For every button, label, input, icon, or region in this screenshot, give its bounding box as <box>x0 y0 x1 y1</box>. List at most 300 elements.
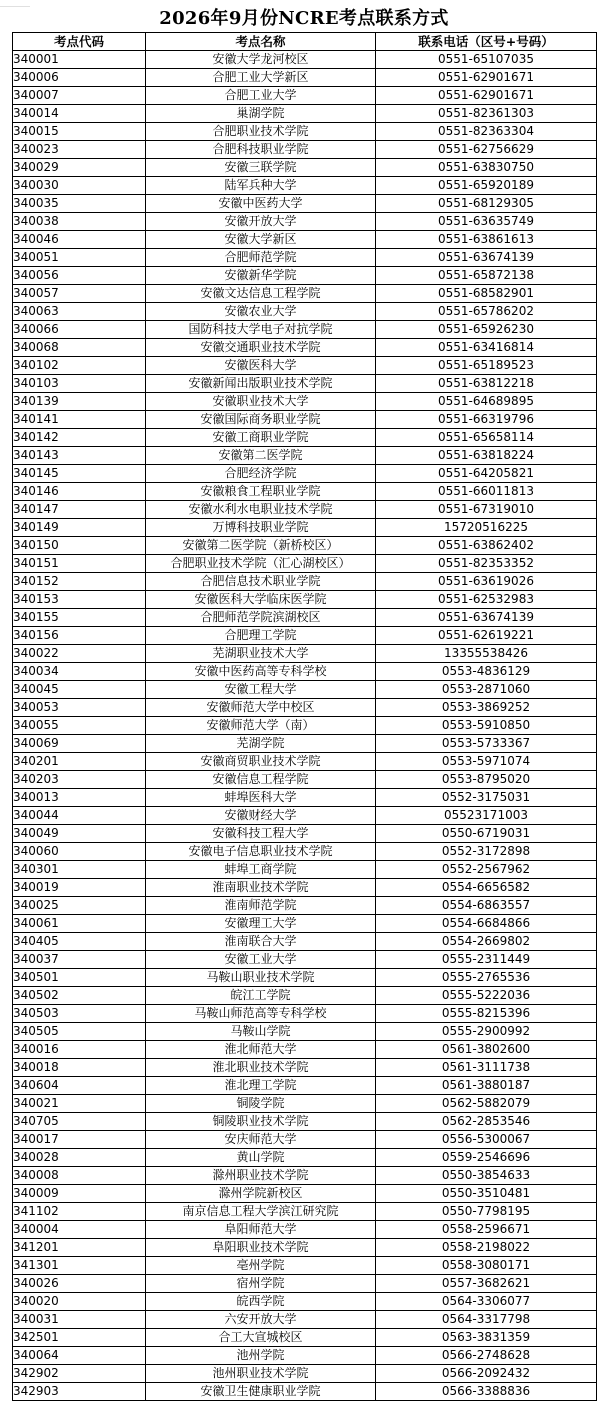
table-row <box>13 681 597 699</box>
site-phone-cell: 0551-62532983 <box>376 591 597 609</box>
site-phone-cell: 0553-5733367 <box>376 735 597 753</box>
site-name-cell: 安徽信息工程学院 <box>146 771 376 789</box>
table-row <box>13 321 597 339</box>
site-code-cell: 340061 <box>13 915 146 933</box>
site-name-cell: 合肥职业技术学院 <box>146 123 376 141</box>
site-name-cell: 淮北理工学院 <box>146 1077 376 1095</box>
site-phone-cell: 0550-6719031 <box>376 825 597 843</box>
site-phone-cell: 0551-63862402 <box>376 537 597 555</box>
table-row <box>13 141 597 159</box>
site-name-cell: 池州职业技术学院 <box>146 1365 376 1383</box>
site-phone-cell: 0551-65658114 <box>376 429 597 447</box>
table-row <box>13 501 597 519</box>
table-row <box>13 1059 597 1077</box>
site-code-cell: 340035 <box>13 195 146 213</box>
site-name-cell: 蚌埠医科大学 <box>146 789 376 807</box>
table-row <box>13 267 597 285</box>
table-row <box>13 465 597 483</box>
table-row <box>13 645 597 663</box>
site-phone-cell: 0562-5882079 <box>376 1095 597 1113</box>
site-phone-cell: 05523171003 <box>376 807 597 825</box>
site-phone-cell: 0551-63818224 <box>376 447 597 465</box>
site-phone-cell: 0554-2669802 <box>376 933 597 951</box>
site-name-cell: 铜陵职业技术学院 <box>146 1113 376 1131</box>
table-row <box>13 1077 597 1095</box>
site-code-cell: 340015 <box>13 123 146 141</box>
table-row <box>13 105 597 123</box>
table-row <box>13 1023 597 1041</box>
site-name-cell: 马鞍山职业技术学院 <box>146 969 376 987</box>
table-row <box>13 915 597 933</box>
site-name-cell: 安徽粮食工程职业学院 <box>146 483 376 501</box>
table-row <box>13 861 597 879</box>
site-name-cell: 黄山学院 <box>146 1149 376 1167</box>
site-code-cell: 340151 <box>13 555 146 573</box>
site-name-cell: 合肥科技职业学院 <box>146 141 376 159</box>
site-name-cell: 安徽大学新区 <box>146 231 376 249</box>
site-name-cell: 安徽中医药大学 <box>146 195 376 213</box>
table-row <box>13 375 597 393</box>
site-code-cell: 340153 <box>13 591 146 609</box>
site-phone-cell: 0555-5222036 <box>376 987 597 1005</box>
site-code-cell: 340051 <box>13 249 146 267</box>
site-code-cell: 340102 <box>13 357 146 375</box>
table-row <box>13 51 597 69</box>
site-code-cell: 340025 <box>13 897 146 915</box>
table-row <box>13 339 597 357</box>
site-code-cell: 340147 <box>13 501 146 519</box>
site-name-cell: 安徽农业大学 <box>146 303 376 321</box>
site-name-cell: 安徽工程大学 <box>146 681 376 699</box>
site-phone-cell: 0551-63861613 <box>376 231 597 249</box>
exam-site-table <box>12 32 597 1401</box>
site-name-cell: 安徽师范大学中校区 <box>146 699 376 717</box>
site-code-cell: 340029 <box>13 159 146 177</box>
site-phone-cell: 0553-3869252 <box>376 699 597 717</box>
site-code-cell: 340026 <box>13 1275 146 1293</box>
site-phone-cell: 0557-3682621 <box>376 1275 597 1293</box>
site-code-cell: 340014 <box>13 105 146 123</box>
site-name-cell: 淮北师范大学 <box>146 1041 376 1059</box>
site-name-cell: 合肥经济学院 <box>146 465 376 483</box>
site-phone-cell: 0551-63674139 <box>376 249 597 267</box>
site-code-cell: 341301 <box>13 1257 146 1275</box>
site-code-cell: 340017 <box>13 1131 146 1149</box>
site-code-cell: 340139 <box>13 393 146 411</box>
site-code-cell: 340019 <box>13 879 146 897</box>
table-row <box>13 663 597 681</box>
site-code-cell: 340705 <box>13 1113 146 1131</box>
site-code-cell: 340069 <box>13 735 146 753</box>
site-phone-cell: 0563-3831359 <box>376 1329 597 1347</box>
table-row <box>13 447 597 465</box>
site-code-cell: 340008 <box>13 1167 146 1185</box>
site-phone-cell: 0553-8795020 <box>376 771 597 789</box>
site-code-cell: 340152 <box>13 573 146 591</box>
table-row <box>13 1347 597 1365</box>
site-code-cell: 340021 <box>13 1095 146 1113</box>
site-code-cell: 341102 <box>13 1203 146 1221</box>
site-phone-cell: 13355538426 <box>376 645 597 663</box>
site-name-cell: 安徽医科大学 <box>146 357 376 375</box>
table-row <box>13 1149 597 1167</box>
table-row <box>13 951 597 969</box>
site-code-cell: 340201 <box>13 753 146 771</box>
site-code-cell: 342501 <box>13 1329 146 1347</box>
site-code-cell: 340103 <box>13 375 146 393</box>
site-phone-cell: 0555-2311449 <box>376 951 597 969</box>
site-phone-cell: 0552-3172898 <box>376 843 597 861</box>
site-code-cell: 340145 <box>13 465 146 483</box>
site-code-cell: 340055 <box>13 717 146 735</box>
site-name-cell: 安徽理工大学 <box>146 915 376 933</box>
table-row <box>13 1221 597 1239</box>
site-name-cell: 芜湖职业技术大学 <box>146 645 376 663</box>
site-code-cell: 340023 <box>13 141 146 159</box>
table-row <box>13 789 597 807</box>
site-code-cell: 340031 <box>13 1311 146 1329</box>
site-phone-cell: 0551-68129305 <box>376 195 597 213</box>
site-name-cell: 安徽职业技术大学 <box>146 393 376 411</box>
site-name-cell: 淮南联合大学 <box>146 933 376 951</box>
site-name-cell: 合肥工业大学新区 <box>146 69 376 87</box>
table-row <box>13 591 597 609</box>
site-code-cell: 340013 <box>13 789 146 807</box>
site-name-cell: 阜阳师范大学 <box>146 1221 376 1239</box>
site-code-cell: 340001 <box>13 51 146 69</box>
table-row <box>13 1239 597 1257</box>
site-phone-cell: 0551-63830750 <box>376 159 597 177</box>
site-code-cell: 340142 <box>13 429 146 447</box>
site-phone-cell: 0564-3317798 <box>376 1311 597 1329</box>
site-phone-cell: 15720516225 <box>376 519 597 537</box>
table-row <box>13 753 597 771</box>
site-phone-cell: 0551-63812218 <box>376 375 597 393</box>
site-phone-cell: 0555-2765536 <box>376 969 597 987</box>
site-phone-cell: 0551-62619221 <box>376 627 597 645</box>
site-name-cell: 安徽交通职业技术学院 <box>146 339 376 357</box>
site-name-cell: 六安开放大学 <box>146 1311 376 1329</box>
site-code-cell: 340053 <box>13 699 146 717</box>
site-name-cell: 国防科技大学电子对抗学院 <box>146 321 376 339</box>
site-code-cell: 340604 <box>13 1077 146 1095</box>
table-body <box>13 51 597 1401</box>
table-row <box>13 609 597 627</box>
table-row <box>13 933 597 951</box>
site-code-cell: 340034 <box>13 663 146 681</box>
site-code-cell: 340301 <box>13 861 146 879</box>
site-code-cell: 340007 <box>13 87 146 105</box>
site-name-cell: 安徽水利水电职业技术学院 <box>146 501 376 519</box>
table-row <box>13 393 597 411</box>
site-code-cell: 340141 <box>13 411 146 429</box>
site-phone-cell: 0562-2853546 <box>376 1113 597 1131</box>
site-phone-cell: 0551-68582901 <box>376 285 597 303</box>
site-code-cell: 340037 <box>13 951 146 969</box>
site-code-cell: 340143 <box>13 447 146 465</box>
site-phone-cell: 0555-8215396 <box>376 1005 597 1023</box>
table-row <box>13 1293 597 1311</box>
header-name: 考点名称 <box>146 33 376 51</box>
site-code-cell: 342902 <box>13 1365 146 1383</box>
site-code-cell: 340045 <box>13 681 146 699</box>
site-code-cell: 340006 <box>13 69 146 87</box>
table-row <box>13 825 597 843</box>
site-phone-cell: 0551-82361303 <box>376 105 597 123</box>
table-row <box>13 1185 597 1203</box>
table-row <box>13 1113 597 1131</box>
table-row <box>13 483 597 501</box>
site-code-cell: 340155 <box>13 609 146 627</box>
site-phone-cell: 0551-65189523 <box>376 357 597 375</box>
site-name-cell: 皖西学院 <box>146 1293 376 1311</box>
site-code-cell: 340057 <box>13 285 146 303</box>
site-name-cell: 合肥信息技术职业学院 <box>146 573 376 591</box>
site-phone-cell: 0554-6656582 <box>376 879 597 897</box>
site-code-cell: 340030 <box>13 177 146 195</box>
site-code-cell: 340018 <box>13 1059 146 1077</box>
site-phone-cell: 0555-2900992 <box>376 1023 597 1041</box>
site-name-cell: 合肥师范学院 <box>146 249 376 267</box>
table-row <box>13 177 597 195</box>
table-row <box>13 555 597 573</box>
site-name-cell: 安徽国际商务职业学院 <box>146 411 376 429</box>
site-name-cell: 滁州职业技术学院 <box>146 1167 376 1185</box>
site-name-cell: 安徽三联学院 <box>146 159 376 177</box>
site-name-cell: 安徽师范大学（南） <box>146 717 376 735</box>
table-row <box>13 1005 597 1023</box>
header-phone: 联系电话（区号+号码） <box>376 33 597 51</box>
site-phone-cell: 0551-82353352 <box>376 555 597 573</box>
site-phone-cell: 0553-5910850 <box>376 717 597 735</box>
table-row <box>13 1311 597 1329</box>
table-row <box>13 771 597 789</box>
table-row <box>13 897 597 915</box>
site-phone-cell: 0551-65786202 <box>376 303 597 321</box>
table-row <box>13 987 597 1005</box>
site-name-cell: 马鞍山学院 <box>146 1023 376 1041</box>
table-row <box>13 1329 597 1347</box>
site-phone-cell: 0551-62901671 <box>376 69 597 87</box>
site-code-cell: 340044 <box>13 807 146 825</box>
table-row <box>13 411 597 429</box>
table-row <box>13 87 597 105</box>
site-name-cell: 马鞍山师范高等专科学校 <box>146 1005 376 1023</box>
site-phone-cell: 0551-63674139 <box>376 609 597 627</box>
site-code-cell: 340009 <box>13 1185 146 1203</box>
site-phone-cell: 0566-3388836 <box>376 1383 597 1401</box>
table-row <box>13 573 597 591</box>
site-phone-cell: 0551-66011813 <box>376 483 597 501</box>
site-code-cell: 340016 <box>13 1041 146 1059</box>
table-row <box>13 1131 597 1149</box>
table-row <box>13 843 597 861</box>
site-code-cell: 340501 <box>13 969 146 987</box>
site-phone-cell: 0552-3175031 <box>376 789 597 807</box>
site-name-cell: 安徽电子信息职业技术学院 <box>146 843 376 861</box>
site-code-cell: 340146 <box>13 483 146 501</box>
table-row <box>13 231 597 249</box>
site-name-cell: 南京信息工程大学滨江研究院 <box>146 1203 376 1221</box>
site-name-cell: 淮南职业技术学院 <box>146 879 376 897</box>
site-phone-cell: 0551-63619026 <box>376 573 597 591</box>
site-name-cell: 亳州学院 <box>146 1257 376 1275</box>
site-phone-cell: 0551-67319010 <box>376 501 597 519</box>
site-name-cell: 安徽卫生健康职业学院 <box>146 1383 376 1401</box>
site-name-cell: 安徽工业大学 <box>146 951 376 969</box>
site-phone-cell: 0561-3802600 <box>376 1041 597 1059</box>
table-row <box>13 519 597 537</box>
site-name-cell: 合肥理工学院 <box>146 627 376 645</box>
site-name-cell: 陆军兵种大学 <box>146 177 376 195</box>
site-name-cell: 巢湖学院 <box>146 105 376 123</box>
site-phone-cell: 0566-2748628 <box>376 1347 597 1365</box>
header-code: 考点代码 <box>13 33 146 51</box>
site-phone-cell: 0551-65107035 <box>376 51 597 69</box>
site-name-cell: 安庆师范大学 <box>146 1131 376 1149</box>
site-phone-cell: 0561-3111738 <box>376 1059 597 1077</box>
site-phone-cell: 0550-7798195 <box>376 1203 597 1221</box>
site-code-cell: 340038 <box>13 213 146 231</box>
site-name-cell: 安徽大学龙河校区 <box>146 51 376 69</box>
table-row <box>13 357 597 375</box>
site-phone-cell: 0558-2596671 <box>376 1221 597 1239</box>
site-code-cell: 340056 <box>13 267 146 285</box>
site-phone-cell: 0566-2092432 <box>376 1365 597 1383</box>
site-name-cell: 安徽财经大学 <box>146 807 376 825</box>
site-code-cell: 340064 <box>13 1347 146 1365</box>
site-name-cell: 安徽医科大学临床医学院 <box>146 591 376 609</box>
site-code-cell: 341201 <box>13 1239 146 1257</box>
table-row <box>13 213 597 231</box>
table-row <box>13 717 597 735</box>
site-code-cell: 340020 <box>13 1293 146 1311</box>
table-row <box>13 249 597 267</box>
table-row <box>13 69 597 87</box>
site-phone-cell: 0559-2546696 <box>376 1149 597 1167</box>
table-row <box>13 1383 597 1401</box>
site-code-cell: 340046 <box>13 231 146 249</box>
site-code-cell: 340505 <box>13 1023 146 1041</box>
table-row <box>13 879 597 897</box>
page-title: 2026年9月份NCRE考点联系方式 <box>159 8 449 29</box>
site-code-cell: 340502 <box>13 987 146 1005</box>
site-phone-cell: 0556-5300067 <box>376 1131 597 1149</box>
site-phone-cell: 0551-65872138 <box>376 267 597 285</box>
site-code-cell: 340405 <box>13 933 146 951</box>
table-row <box>13 1203 597 1221</box>
site-phone-cell: 0551-64689895 <box>376 393 597 411</box>
site-name-cell: 安徽文达信息工程学院 <box>146 285 376 303</box>
table-row <box>13 1041 597 1059</box>
site-code-cell: 340203 <box>13 771 146 789</box>
site-code-cell: 340156 <box>13 627 146 645</box>
site-code-cell: 340150 <box>13 537 146 555</box>
table-row <box>13 1365 597 1383</box>
site-name-cell: 滁州学院新校区 <box>146 1185 376 1203</box>
site-phone-cell: 0551-65926230 <box>376 321 597 339</box>
site-name-cell: 铜陵学院 <box>146 1095 376 1113</box>
site-phone-cell: 0552-2567962 <box>376 861 597 879</box>
site-code-cell: 340028 <box>13 1149 146 1167</box>
site-code-cell: 340068 <box>13 339 146 357</box>
site-phone-cell: 0554-6684866 <box>376 915 597 933</box>
site-phone-cell: 0551-62901671 <box>376 87 597 105</box>
site-phone-cell: 0551-63635749 <box>376 213 597 231</box>
site-name-cell: 安徽开放大学 <box>146 213 376 231</box>
table-row <box>13 285 597 303</box>
site-phone-cell: 0561-3880187 <box>376 1077 597 1095</box>
site-name-cell: 安徽新华学院 <box>146 267 376 285</box>
site-phone-cell: 0553-5971074 <box>376 753 597 771</box>
table-row <box>13 735 597 753</box>
table-row <box>13 429 597 447</box>
site-name-cell: 宿州学院 <box>146 1275 376 1293</box>
site-name-cell: 安徽新闻出版职业技术学院 <box>146 375 376 393</box>
table-row <box>13 195 597 213</box>
table-row <box>13 537 597 555</box>
site-phone-cell: 0558-3080171 <box>376 1257 597 1275</box>
site-code-cell: 340049 <box>13 825 146 843</box>
site-name-cell: 芜湖学院 <box>146 735 376 753</box>
site-phone-cell: 0551-63416814 <box>376 339 597 357</box>
site-name-cell: 安徽工商职业学院 <box>146 429 376 447</box>
table-row <box>13 699 597 717</box>
site-phone-cell: 0550-3510481 <box>376 1185 597 1203</box>
site-name-cell: 合肥师范学院滨湖校区 <box>146 609 376 627</box>
site-name-cell: 蚌埠工商学院 <box>146 861 376 879</box>
site-name-cell: 阜阳职业技术学院 <box>146 1239 376 1257</box>
site-name-cell: 万博科技职业学院 <box>146 519 376 537</box>
site-name-cell: 皖江工学院 <box>146 987 376 1005</box>
table-row <box>13 969 597 987</box>
site-name-cell: 合工大宣城校区 <box>146 1329 376 1347</box>
site-code-cell: 340063 <box>13 303 146 321</box>
site-name-cell: 合肥职业技术学院（汇心湖校区） <box>146 555 376 573</box>
site-phone-cell: 0558-2198022 <box>376 1239 597 1257</box>
site-code-cell: 340066 <box>13 321 146 339</box>
table-row <box>13 123 597 141</box>
table-row <box>13 1167 597 1185</box>
site-code-cell: 340022 <box>13 645 146 663</box>
site-code-cell: 340503 <box>13 1005 146 1023</box>
table-row <box>13 1257 597 1275</box>
site-name-cell: 合肥工业大学 <box>146 87 376 105</box>
site-phone-cell: 0551-66319796 <box>376 411 597 429</box>
site-phone-cell: 0551-64205821 <box>376 465 597 483</box>
site-code-cell: 340004 <box>13 1221 146 1239</box>
site-phone-cell: 0553-4836129 <box>376 663 597 681</box>
site-name-cell: 安徽科技工程大学 <box>146 825 376 843</box>
site-phone-cell: 0551-82363304 <box>376 123 597 141</box>
site-phone-cell: 0554-6863557 <box>376 897 597 915</box>
table-row <box>13 303 597 321</box>
site-name-cell: 淮南师范学院 <box>146 897 376 915</box>
table-row <box>13 807 597 825</box>
site-phone-cell: 0553-2871060 <box>376 681 597 699</box>
site-code-cell: 342903 <box>13 1383 146 1401</box>
site-name-cell: 安徽中医药高等专科学校 <box>146 663 376 681</box>
table-row <box>13 1275 597 1293</box>
site-name-cell: 安徽第二医学院 <box>146 447 376 465</box>
table-header-row <box>13 33 597 51</box>
site-phone-cell: 0551-62756629 <box>376 141 597 159</box>
site-phone-cell: 0550-3854633 <box>376 1167 597 1185</box>
site-name-cell: 淮北职业技术学院 <box>146 1059 376 1077</box>
site-name-cell: 池州学院 <box>146 1347 376 1365</box>
site-phone-cell: 0551-65920189 <box>376 177 597 195</box>
table-row <box>13 627 597 645</box>
